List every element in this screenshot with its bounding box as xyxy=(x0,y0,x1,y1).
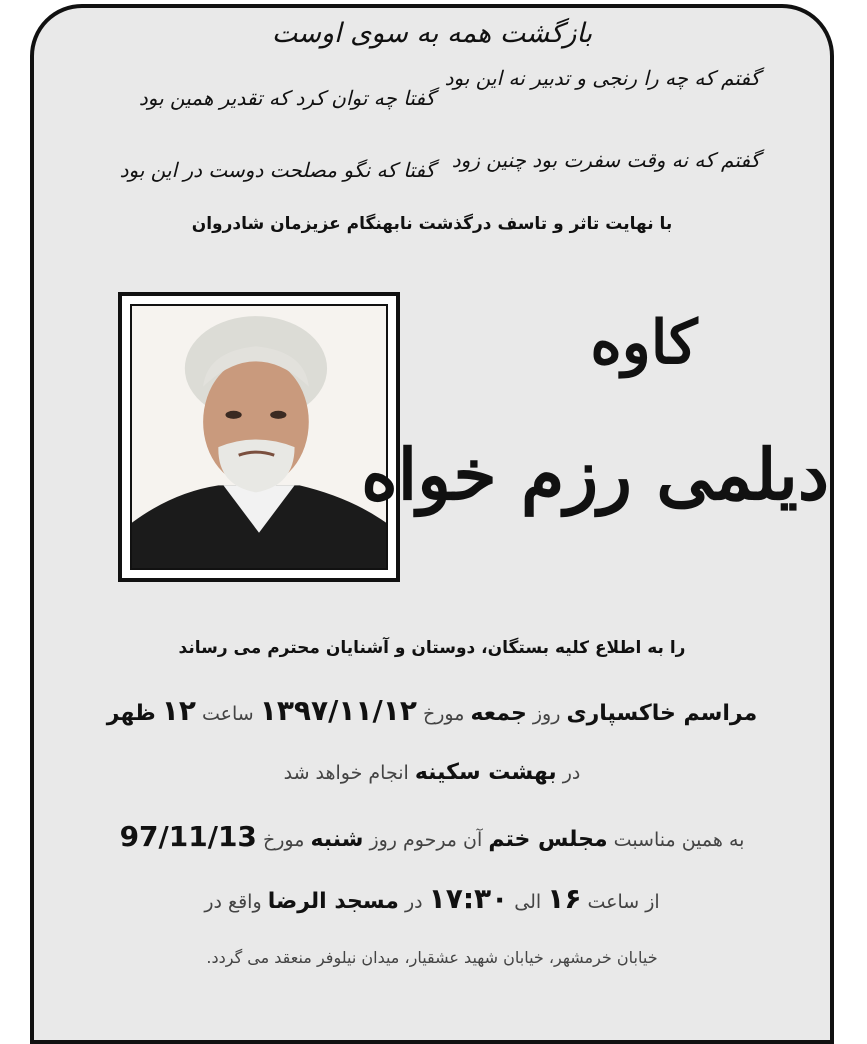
memorial-line xyxy=(34,820,830,853)
portrait-illustration xyxy=(132,306,386,568)
day-prefix: روز xyxy=(532,703,561,725)
portrait-frame xyxy=(118,292,400,582)
burial-place-line xyxy=(34,760,830,785)
portrait-photo xyxy=(130,304,388,570)
intro-text: با نهایت تاثر و تاسف درگذشت نابهنگام عزیزمان شادروان xyxy=(191,214,673,234)
burial-day: جمعه xyxy=(470,701,527,726)
burial-date: ۱۳۹۷/۱۱/۱۲ xyxy=(259,694,417,727)
memorial-date-prefix: مورخ xyxy=(262,829,305,851)
memorial-label: مجلس ختم xyxy=(488,827,608,852)
poem-line-4: گفتا که نگو مصلحت دوست در این بود xyxy=(119,158,435,182)
address-line: خیابان خرمشهر، خیابان شهید عشقیار، میدان نیلوفر منعقد می گردد. xyxy=(206,948,658,967)
burial-line xyxy=(34,694,830,727)
time-suffix: ظهر xyxy=(106,701,156,726)
announcement-text: را به اطلاع کلیه بستگان، دوستان و آشنایان محترم می رساند xyxy=(178,638,686,658)
deceased-first-name: کاوه xyxy=(590,308,698,378)
located-label: واقع در xyxy=(204,891,262,913)
in-label: در xyxy=(404,891,423,913)
header-title: بازگشت همه به سوی اوست xyxy=(271,18,593,49)
poem-line-1: گفتم که چه را رنجی و تدبیر نه این بود xyxy=(444,66,760,90)
mosque-name: مسجد الرضا xyxy=(267,889,399,914)
time-prefix: ساعت xyxy=(202,703,254,725)
memorial-time-line xyxy=(34,882,830,915)
to-label: الی xyxy=(514,891,542,913)
from-label: از ساعت xyxy=(587,891,660,913)
date-prefix: مورخ xyxy=(422,703,465,725)
burial-label: مراسم خاکسپاری xyxy=(566,701,758,726)
place-prefix: در xyxy=(562,762,581,784)
deceased-last-name: دیلمی رزم خواه xyxy=(361,433,829,516)
poem-line-2: گفتا چه توان کرد که تقدیر همین بود xyxy=(138,86,435,110)
burial-place: بهشت سکینه xyxy=(414,760,557,785)
memorial-mid: آن مرحوم روز xyxy=(369,829,483,851)
place-suffix: انجام خواهد شد xyxy=(283,762,409,784)
memorial-prefix: به همین مناسبت xyxy=(613,829,745,851)
burial-time: ۱۲ xyxy=(161,694,196,727)
memorial-day: شنبه xyxy=(310,827,364,852)
notice-card xyxy=(30,4,834,1044)
poem-line-3: گفتم که نه وقت سفرت بود چنین زود xyxy=(451,148,760,172)
memorial-date: 97/11/13 xyxy=(119,820,257,853)
from-time: ۱۶ xyxy=(547,882,582,915)
to-time: ۱۷:۳۰ xyxy=(428,882,509,915)
